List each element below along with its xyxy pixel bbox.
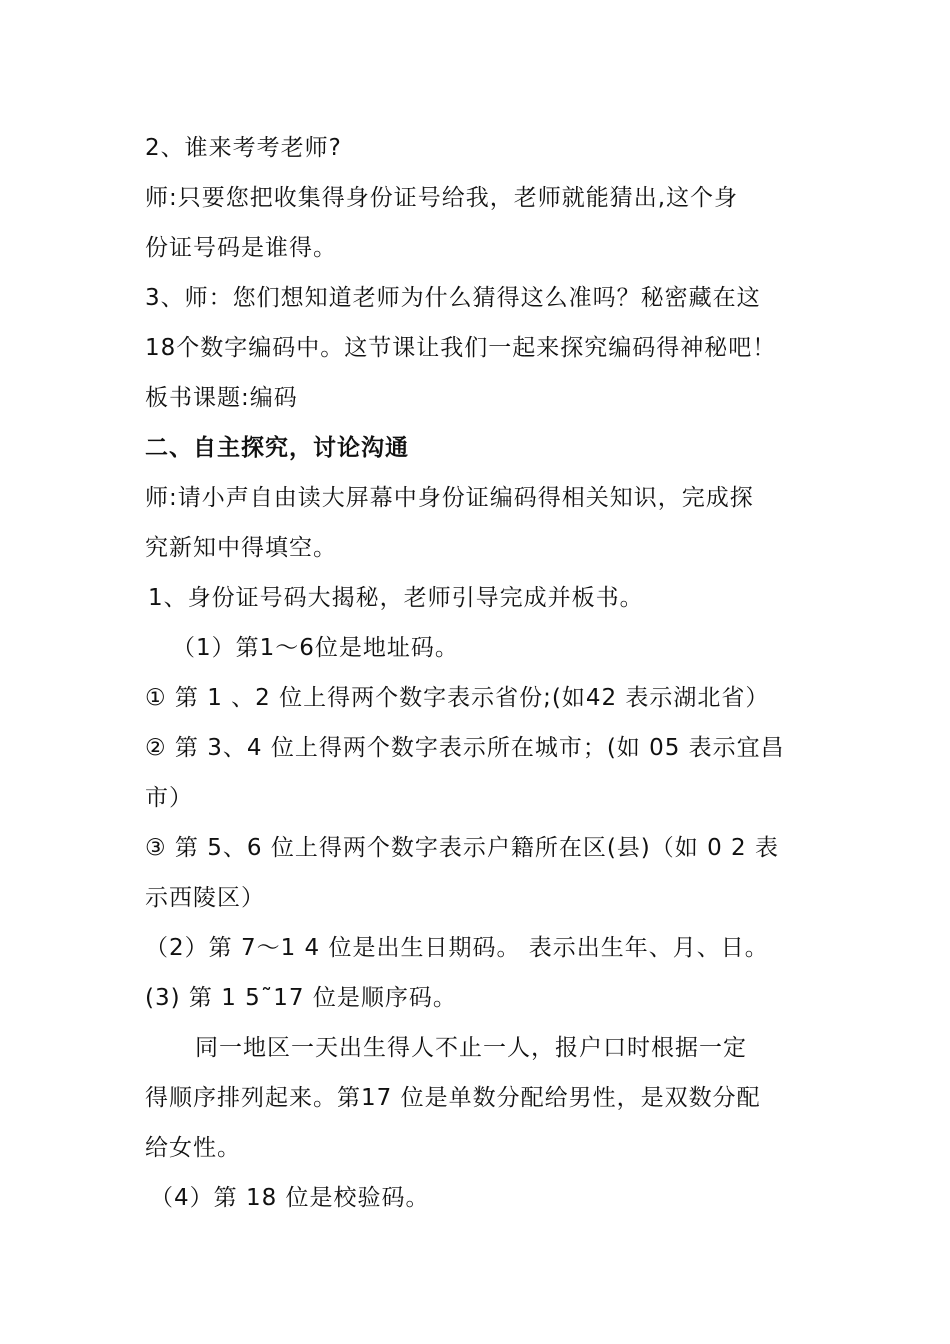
- text-line: 板书课题:编码: [145, 385, 298, 411]
- text-line: 18个数字编码中。这节课让我们一起来探究编码得神秘吧！: [145, 335, 777, 361]
- text-line: （1）第1～6位是地址码。: [172, 635, 459, 661]
- text-line: 师:请小声自由读大屏幕中身份证编码得相关知识，完成探: [145, 485, 754, 511]
- text-line: 3、师：您们想知道老师为什么猜得这么准吗？秘密藏在这: [145, 285, 761, 311]
- text-line: 同一地区一天出生得人不止一人，报户口时根据一定: [195, 1035, 747, 1061]
- text-line: 1、身份证号码大揭秘，老师引导完成并板书。: [148, 585, 644, 611]
- text-line: ② 第 3、4 位上得两个数字表示所在城市；(如 05 表示宜昌: [145, 735, 785, 761]
- text-line: ③ 第 5、6 位上得两个数字表示户籍所在区(县)（如 0 2 表: [145, 835, 779, 861]
- section-heading: 二、自主探究，讨论沟通: [145, 435, 409, 461]
- text-line: 2、谁来考考老师?: [145, 135, 342, 161]
- text-line: (3) 第 1 5˜17 位是顺序码。: [145, 985, 457, 1011]
- text-line: （4）第 18 位是校验码。: [150, 1185, 430, 1211]
- text-line: ① 第 1 、2 位上得两个数字表示省份;(如42 表示湖北省）: [145, 685, 770, 711]
- text-line: 份证号码是谁得。: [145, 235, 337, 261]
- text-line: 师:只要您把收集得身份证号给我，老师就能猜出,这个身: [145, 185, 739, 211]
- text-line: 得顺序排列起来。第17 位是单数分配给男性，是双数分配: [145, 1085, 761, 1111]
- text-line: 究新知中得填空。: [145, 535, 337, 561]
- text-line: 市）: [145, 785, 193, 811]
- text-line: 示西陵区）: [145, 885, 265, 911]
- text-line: （2）第 7～1 4 位是出生日期码。 表示出生年、月、日。: [145, 935, 769, 961]
- text-line: 给女性。: [145, 1135, 241, 1161]
